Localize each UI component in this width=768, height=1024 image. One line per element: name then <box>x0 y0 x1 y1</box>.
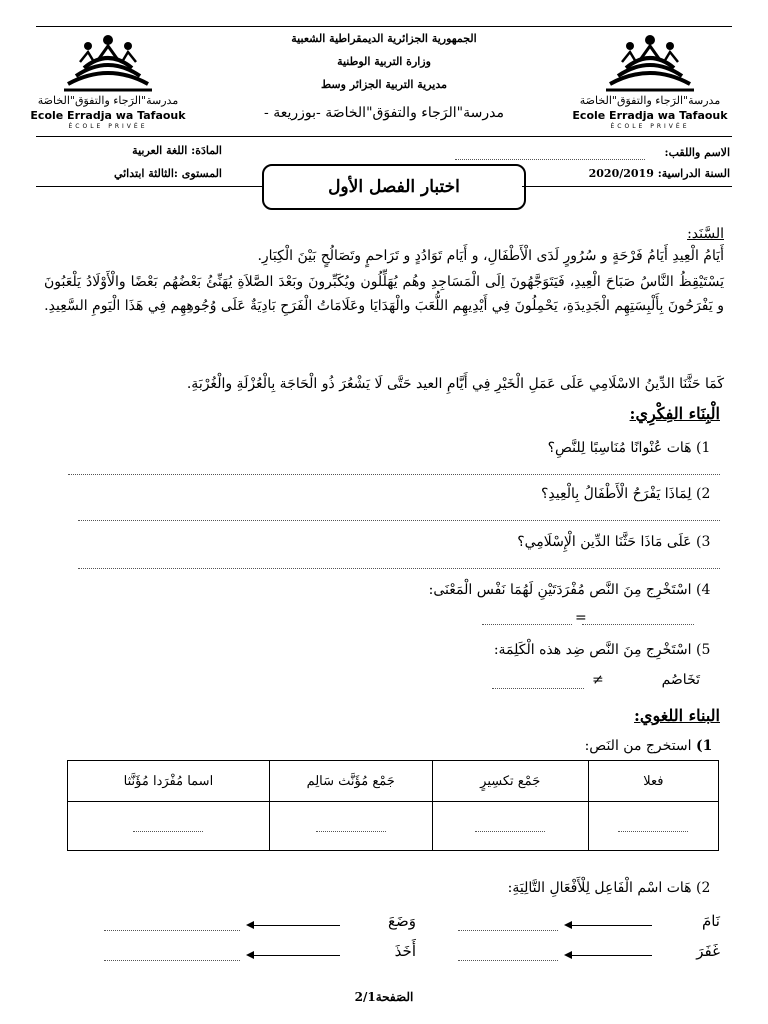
table-row <box>68 802 719 851</box>
page-number: الصَفحة2/1 <box>354 990 414 1004</box>
question-text: هَات اسْم الْفَاعِل لِلْأَفْعَالِ التَّالِيَةِ: <box>507 880 692 896</box>
verb-answer-field[interactable] <box>104 960 240 961</box>
question-4 <box>429 582 718 598</box>
header-directorate: مديرية التربية الجزائر وسط <box>320 78 448 91</box>
school-year-label: السنة الدراسية: 2020/2019 <box>588 167 730 180</box>
language-question-1 <box>585 738 718 754</box>
question-text: عَلَى مَاذَا حَثَّنَا الدِّين الْإِسْلَامِي؟ <box>517 534 692 550</box>
school-logo-icon <box>600 32 700 94</box>
support-paragraph-2: يَسْتَيْقِظُ النَّاسُ صَبَاحَ الْعِيدِ، فَيَتَوَجَّهُونَ اِلَى الْمَسَاجِدِ وهُم يُهَلِّلُون ويُكَبِّرونَ وبَعْدَ الصَّلاَةِ يُهَنِّئُ بَعْضُهُم بَعْضًا والْأَوْلَادُ يَلْعَبُونَ و يَفْرَحُونَ بِأَلْبِسَتِهِم الْجَدِيدَةِ، يَحْمِلُونَ فِي أَيْدِيهِم اللُّعَبَ والْهَدَايَا وعَلَامَاتُ الْفَرَحِ بَادِيَةٌ عَلَى وُجُوهِهِم فِي هَذَا الْيَومِ السَّعِيدِ. <box>44 274 724 314</box>
question-number: 1) <box>696 440 711 456</box>
question-number: 2) <box>696 486 711 502</box>
logo-latin-name: Ecole Erradja wa Tafaouk <box>30 109 186 122</box>
table-header-cell: فعلا <box>588 761 718 802</box>
table-header-cell: جَمْع مُؤَنَّث سَالِم <box>269 761 432 802</box>
question-text: اسْتَخْرِج مِنَ النَّص مُفْرَدَتَيْنِ لَهُمَا نَفْس الْمَعْنَى: <box>428 582 692 598</box>
answer-line-1[interactable] <box>68 474 720 475</box>
header-republic: الجمهورية الجزائرية الديمقراطية الشعبية <box>291 32 477 45</box>
language-question-2 <box>508 880 718 896</box>
school-logo-icon <box>58 32 158 94</box>
section-comprehension-title: الْبِنَاء الفِكْرِي: <box>629 404 720 423</box>
question-number: 5) <box>696 642 711 658</box>
verb-item: وَضَعَ <box>388 912 416 930</box>
level-label: المستوى :الثالثة ابتدائي <box>113 167 222 180</box>
answer-line-3[interactable] <box>78 568 720 569</box>
support-paragraph-1: أَيَامُ الْعِيدِ أَيَامُ فَرْحَةٍ و سُرُورٍ لَدَى الْأَطْفَالِ، و أَيَام تَوَادُدٍ و تَرَاحمٍ وتَصَالُحٍ بَيْنَ الْكِبَارِ. <box>257 248 724 264</box>
school-logo-left <box>28 32 188 130</box>
table-answer-cell[interactable] <box>588 802 718 851</box>
question-1 <box>548 440 718 456</box>
support-paragraph-3: كَمَا حَثَّنَا الدِّينُ الاسْلَامِي عَلَى عَمَلِ الْخَيْرِ فِي أَيَّامِ العيد حَتَّى لَا يَشْعُرَ ذُو الْحَاجَة بِالْعُزْلَةِ والْغُرْبَةِ. <box>186 376 724 392</box>
name-field[interactable] <box>455 159 645 160</box>
table-answer-cell[interactable] <box>68 802 270 851</box>
question-5 <box>494 642 718 658</box>
antonym-field[interactable] <box>492 688 584 689</box>
verb-item: أَخَذَ <box>394 942 416 960</box>
arrow-icon <box>248 955 340 956</box>
subject-label: المادَة: اللغة العربية <box>132 144 222 157</box>
question-number: 1) <box>696 738 713 754</box>
answer-line-2[interactable] <box>78 520 720 521</box>
logo-latin-name: Ecole Erradja wa Tafaouk <box>572 109 728 122</box>
verb-answer-field[interactable] <box>458 960 558 961</box>
table-header-cell: جَمْع تكسِيرٍ <box>432 761 588 802</box>
logo-subtitle: ÉCOLE PRIVÉE <box>610 123 690 130</box>
question-2 <box>541 486 718 502</box>
arrow-icon <box>566 955 652 956</box>
question-text: هَات عُنْوانًا مُنَاسِبًا لِلنَّصِ؟ <box>547 440 692 456</box>
antonym-word: تَخَاصُم <box>661 672 700 688</box>
logo-subtitle: ÉCOLE PRIVÉE <box>68 123 148 130</box>
header-top-rule <box>36 26 732 27</box>
arrow-icon <box>566 925 652 926</box>
verb-item: غَفَرَ <box>696 942 720 960</box>
table-answer-cell[interactable] <box>432 802 588 851</box>
synonym-field-right[interactable] <box>582 624 694 625</box>
table-header-cell: اسما مُفْرَدا مُؤَنَّثا <box>68 761 270 802</box>
logo-arabic-name: مدرسة"الرَجاء والتفوَق"الخاصَة <box>37 94 179 107</box>
verb-item: نَامَ <box>701 912 720 930</box>
question-text: اسْتَخْرِج مِنَ النَّص ضِد هذه الْكَلِمَة: <box>493 642 692 658</box>
question-text: لِمَاذَا يَفْرَحُ الْأَطْفَالُ بِالْعِيدِ؟ <box>540 486 692 502</box>
question-number: 3) <box>696 534 711 550</box>
info-rule-left <box>36 186 262 187</box>
not-equal-sign: ≠ <box>592 672 604 688</box>
header-bottom-rule <box>36 136 732 137</box>
verb-answer-field[interactable] <box>458 930 558 931</box>
extraction-table <box>67 760 719 851</box>
header-ministry: وزارة التربية الوطنية <box>337 55 431 68</box>
question-number: 4) <box>696 582 711 598</box>
name-label: الاسم واللقب: <box>664 146 730 159</box>
verb-answer-field[interactable] <box>104 930 240 931</box>
question-3 <box>517 534 718 550</box>
question-number: 2) <box>696 880 711 896</box>
header-school: مدرسة"الرَجاء والتفوَق"الخاصَة -بوزريعة - <box>264 105 504 121</box>
question-text: استخرج من النَص: <box>584 738 692 754</box>
section-language-title: البناء اللغوي: <box>634 706 720 725</box>
school-logo-right <box>570 32 730 130</box>
table-answer-cell[interactable] <box>269 802 432 851</box>
support-label: السَّنَد: <box>687 226 724 242</box>
arrow-icon <box>248 925 340 926</box>
equals-sign: = <box>575 610 587 626</box>
info-rule-right <box>522 186 732 187</box>
exam-title: اختبار الفصل الأول <box>262 164 526 210</box>
synonym-field-left[interactable] <box>482 624 572 625</box>
table-header-row <box>68 761 719 802</box>
logo-arabic-name: مدرسة"الرَجاء والتفوَق"الخاصَة <box>579 94 721 107</box>
